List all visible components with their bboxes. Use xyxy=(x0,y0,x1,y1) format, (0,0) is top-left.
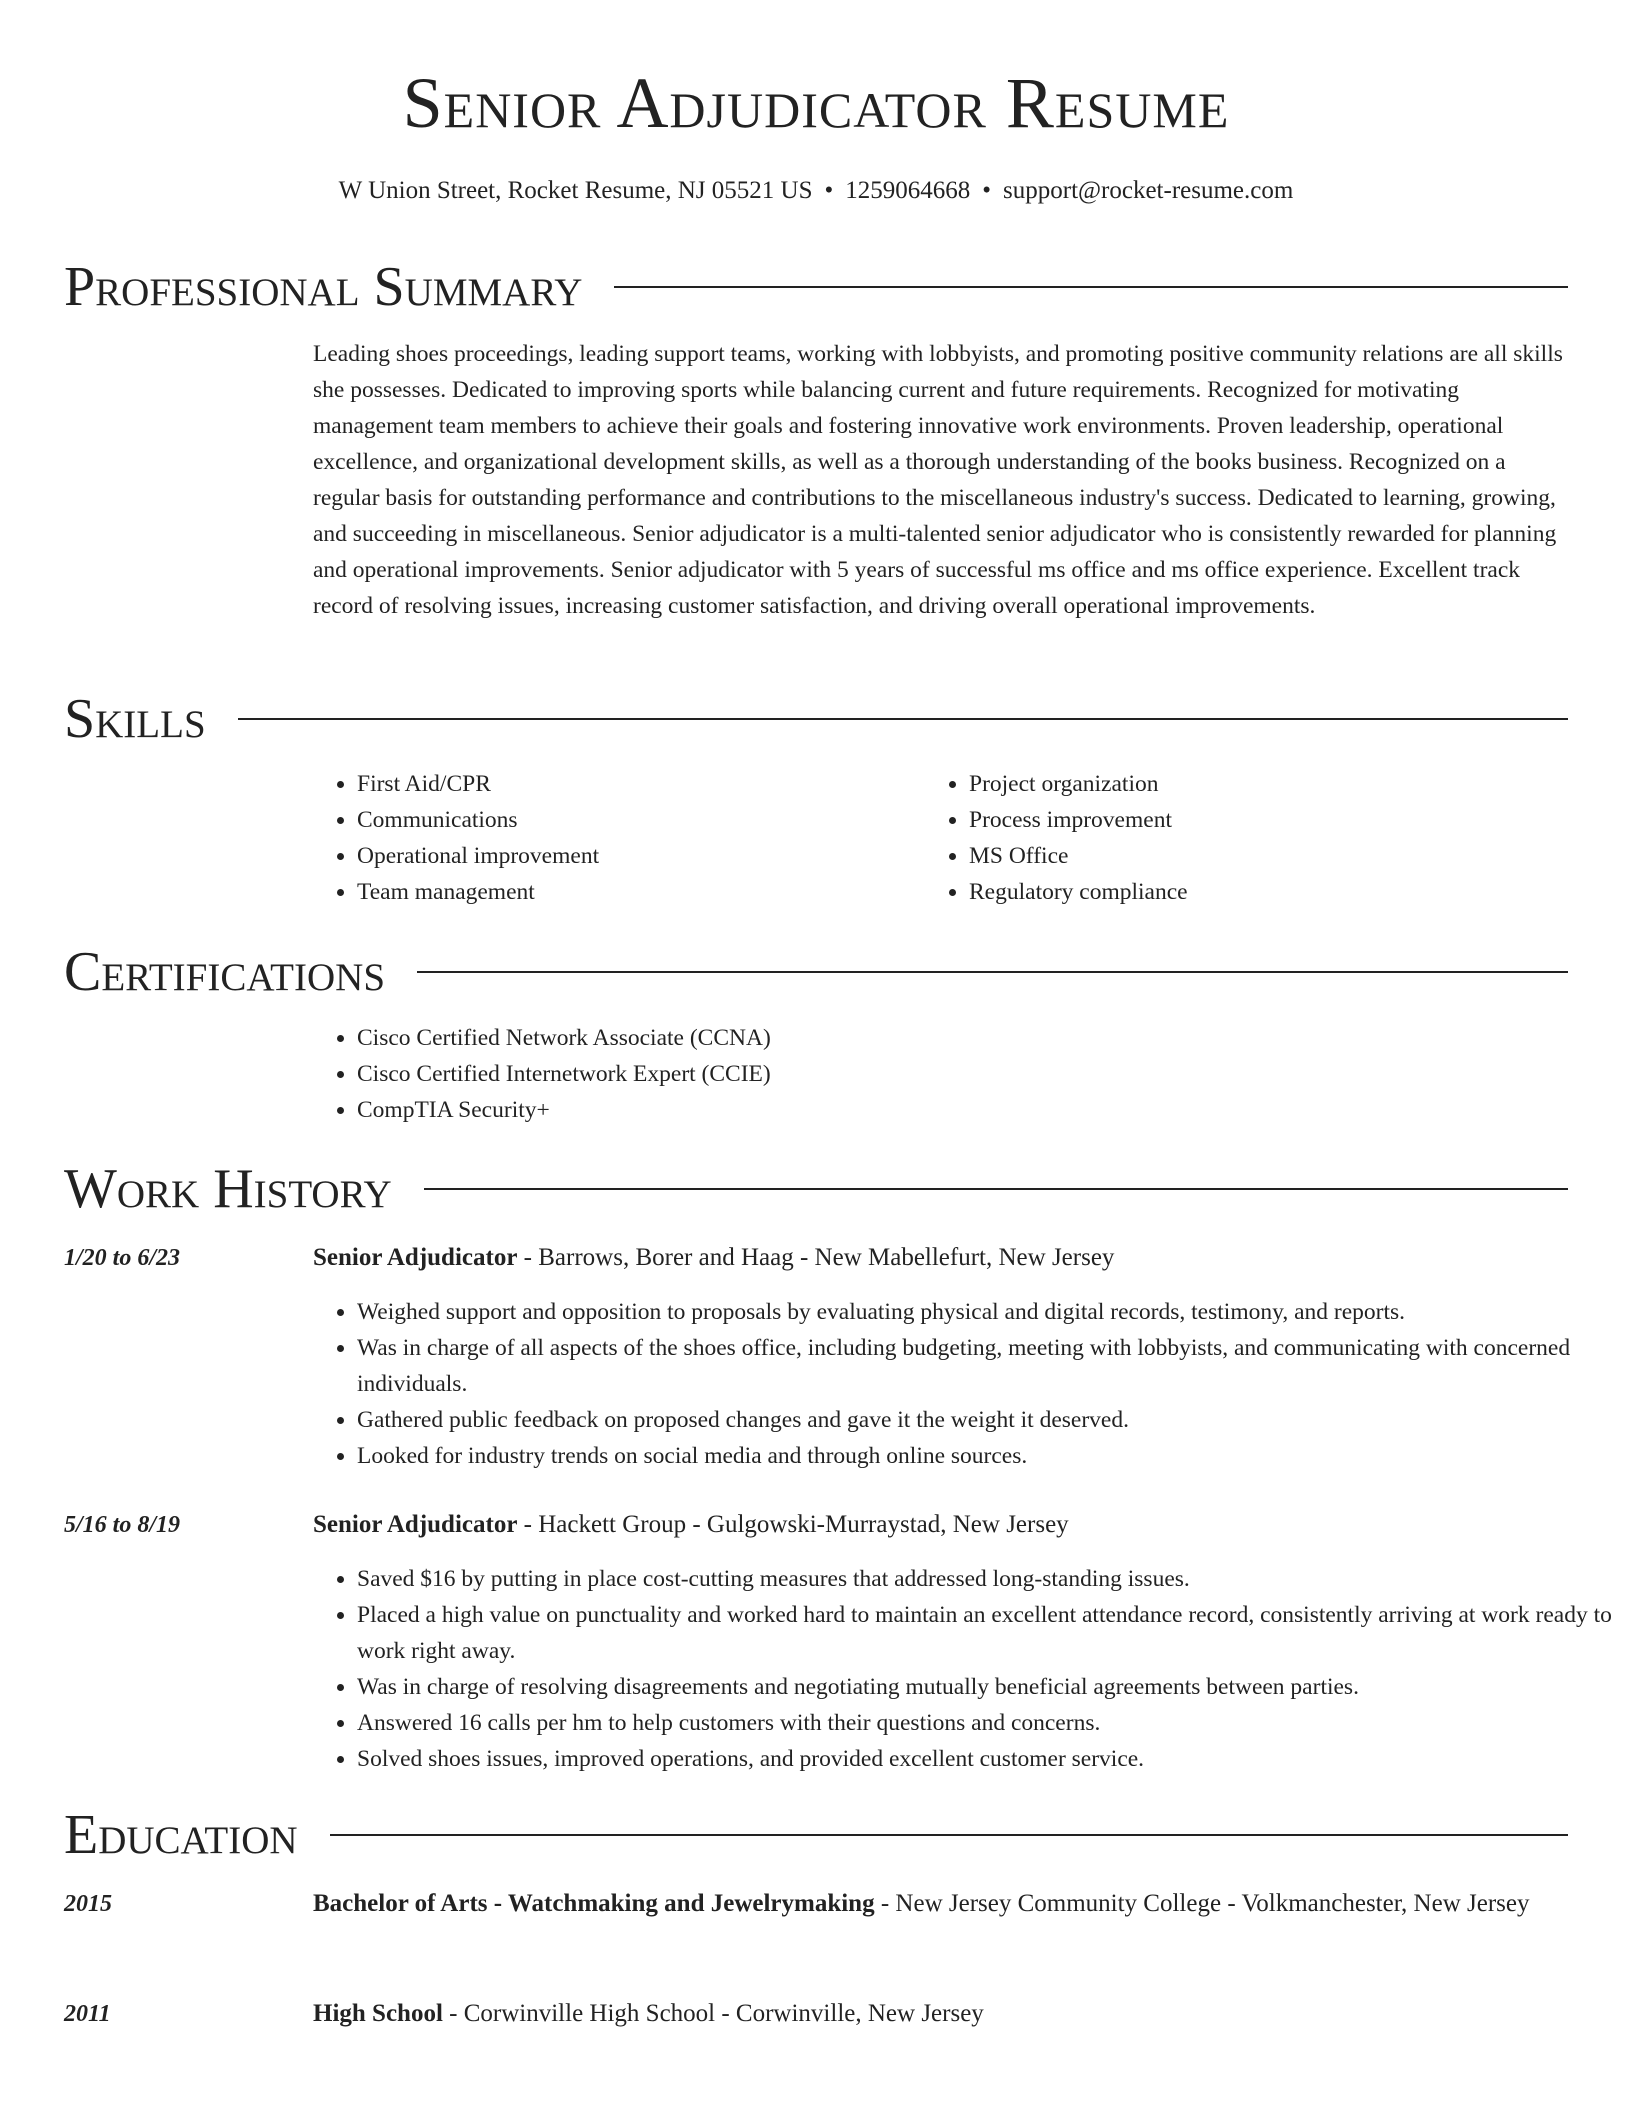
summary-text: Leading shoes proceedings, leading support teams, working with lobbyists, and promoting positive community relations are all skills she possesses. Dedicated to improving sports while balancing current and future requirements. Recognized for motivating management team members to achieve their goals and fostering innovative work environments. Proven leadership, operational excellence, and organizational development skills, as well as a thorough understanding of the books business. Recognized on a regular basis for outstanding performance and contributions to the miscellaneous industry's success. Dedicated to learning, growing, and succeeding in miscellaneous. Senior adjudicator is a multi-talented senior adjudicator who is consistently rewarded for planning and operational improvements. Senior adjudicator with 5 years of successful ms office and ms office experience. Excellent track record of resolving issues, increasing customer satisfaction, and driving overall operational improvements. xyxy=(313,341,1563,619)
job-bullet: • Was in charge of all aspects of the shoes office, including budgeting, meeting with lobbyists, and communicating with concerned individuals. xyxy=(357,1330,1612,1402)
section-divider xyxy=(417,971,1568,973)
job-bullet: • Placed a high value on punctuality and worked hard to maintain an excellent attendance record, consistently arriving at work ready to work right away. xyxy=(357,1597,1612,1669)
skill-item: • Operational improvement xyxy=(357,838,917,874)
job-header xyxy=(313,1238,1568,1278)
job-bullet: • Was in charge of resolving disagreements and negotiating mutually beneficial agreements between parties. xyxy=(357,1669,1612,1705)
certification-item: • Cisco Certified Network Associate (CCNA) xyxy=(357,1020,1612,1056)
summary-section-header xyxy=(64,252,1568,322)
resume-title: Senior Adjudicator Resume xyxy=(402,63,1230,143)
job-bullet: • Saved $16 by putting in place cost-cutting measures that addressed long-standing issues. xyxy=(357,1561,1612,1597)
education-year: 2011 xyxy=(64,2001,111,2027)
job-role: Senior Adjudicator xyxy=(313,1511,518,1538)
education-section-title: Education xyxy=(64,1804,298,1866)
job-role: Senior Adjudicator xyxy=(313,1244,518,1271)
summary-section-title: Professional Summary xyxy=(64,256,583,318)
certifications-section-title: Certifications xyxy=(64,941,386,1003)
education-entry xyxy=(313,1994,1568,2034)
contact-email: support@rocket-resume.com xyxy=(1003,177,1294,204)
section-divider xyxy=(238,718,1568,720)
job-employer: - Hackett Group - Gulgowski-Murraystad, New Jersey xyxy=(517,1511,1069,1538)
education-degree: High School xyxy=(313,2000,443,2027)
contact-separator: • xyxy=(824,177,834,204)
job-dates: 5/16 to 8/19 xyxy=(64,1512,181,1538)
job-bullet: • Answered 16 calls per hm to help customers with their questions and concerns. xyxy=(357,1705,1612,1741)
education-section-header xyxy=(64,1800,1568,1870)
section-divider xyxy=(614,286,1568,288)
skill-item: • Team management xyxy=(357,874,917,910)
section-divider xyxy=(330,1834,1568,1836)
job-bullet: • Gathered public feedback on proposed changes and gave it the weight it deserved. xyxy=(357,1402,1612,1438)
skills-section-header xyxy=(64,684,1568,754)
job-bullet: • Looked for industry trends on social media and through online sources. xyxy=(357,1438,1612,1474)
skill-item: • Communications xyxy=(357,802,917,838)
education-school: - New Jersey Community College - Volkmanchester, New Jersey xyxy=(874,1890,1530,1917)
skill-item: • Process improvement xyxy=(969,802,1569,838)
section-divider xyxy=(424,1188,1568,1190)
contact-phone: 1259064668 xyxy=(845,177,971,204)
education-degree: Bachelor of Arts - Watchmaking and Jewelrymaking xyxy=(313,1890,875,1917)
skill-item: • MS Office xyxy=(969,838,1569,874)
job-bullet: • Weighed support and opposition to proposals by evaluating physical and digital records, testimony, and reports. xyxy=(357,1294,1612,1330)
contact-separator: • xyxy=(982,177,992,204)
contact-address: W Union Street, Rocket Resume, NJ 05521 US xyxy=(338,177,813,204)
skill-item: • Regulatory compliance xyxy=(969,874,1569,910)
education-entry xyxy=(313,1884,1568,1924)
job-bullet: • Solved shoes issues, improved operations, and provided excellent customer service. xyxy=(357,1741,1612,1777)
job-bullets xyxy=(313,1561,1612,1777)
job-employer: - Barrows, Borer and Haag - New Mabellefurt, New Jersey xyxy=(517,1244,1115,1271)
certification-item: • CompTIA Security+ xyxy=(357,1092,1612,1128)
contact-line xyxy=(0,174,1632,208)
skills-list-left xyxy=(313,766,917,910)
certifications-section-header xyxy=(64,937,1568,1007)
job-header xyxy=(313,1505,1568,1545)
skill-item: • Project organization xyxy=(969,766,1569,802)
work-section-title: Work History xyxy=(64,1158,392,1220)
skills-list-right xyxy=(925,766,1569,910)
certification-item: • Cisco Certified Internetwork Expert (CCIE) xyxy=(357,1056,1612,1092)
certifications-list xyxy=(313,1020,1612,1128)
education-year: 2015 xyxy=(64,1891,112,1917)
job-bullets xyxy=(313,1294,1612,1474)
job-dates: 1/20 to 6/23 xyxy=(64,1245,181,1271)
education-school: - Corwinville High School - Corwinville, New Jersey xyxy=(442,2000,984,2027)
skills-section-title: Skills xyxy=(64,688,206,750)
skill-item: • First Aid/CPR xyxy=(357,766,917,802)
work-section-header xyxy=(64,1154,1568,1224)
